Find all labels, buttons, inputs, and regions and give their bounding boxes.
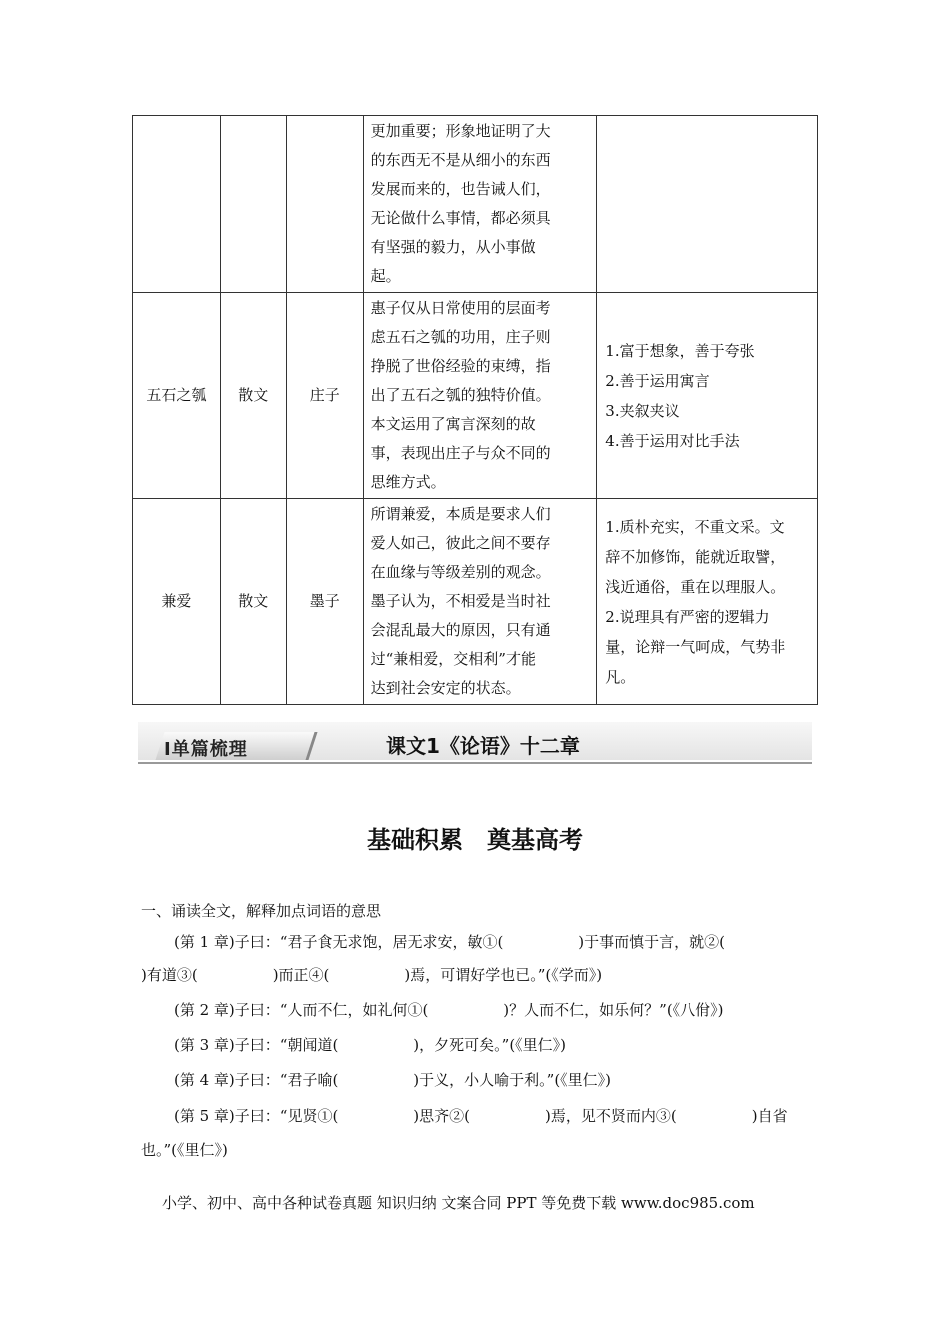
table-cell-author — [286, 116, 363, 293]
description-line: 虑五石之瓠的功用，庄子则 — [370, 328, 551, 346]
exercise-line: 也。”(《里仁》) — [141, 1141, 228, 1159]
table-cell-features — [597, 293, 818, 499]
table-cell-title: 五石之瓠 — [133, 293, 221, 499]
feature-line: 辞不加修饰，能就近取譬， — [605, 547, 786, 566]
table-cell-description — [363, 499, 597, 705]
description-line: 挣脱了世俗经验的束缚，指 — [370, 357, 551, 375]
section-banner — [138, 722, 812, 768]
description-line: 本文运用了寓言深刻的故 — [370, 415, 536, 433]
exercise-line: (第 2 章)子曰：“人而不仁，如礼何①( )？人而不仁，如乐何？”(《八佾》) — [174, 1001, 724, 1019]
description-line: 爱人如己，彼此之间不要存 — [370, 534, 551, 552]
description-line: 墨子认为，不相爱是当时社 — [370, 592, 551, 610]
feature-line: 2.说理具有严密的逻辑力 — [605, 607, 770, 626]
page-footer: 小学、初中、高中各种试卷真题 知识归纳 文案合同 PPT 等免费下载 www.doc985.com — [162, 1194, 755, 1212]
literature-summary-table — [132, 115, 818, 705]
feature-line: 2.善于运用寓言 — [605, 371, 710, 390]
table-cell-title — [133, 116, 221, 293]
section-heading: 基础积累 奠基高考 — [367, 826, 583, 854]
description-line: 过“兼相爱，交相利”才能 — [370, 650, 536, 668]
description-line: 更加重要；形象地证明了大 — [370, 122, 551, 140]
description-line: 所谓兼爱，本质是要求人们 — [370, 505, 551, 523]
table-cell-genre — [220, 116, 286, 293]
table-cell-author: 墨子 — [286, 499, 363, 705]
description-line: 思维方式。 — [370, 473, 446, 491]
feature-line: 浅近通俗，重在以理服人。 — [605, 577, 786, 596]
table-row — [133, 293, 818, 499]
lesson-title: 课文1《论语》十二章 — [386, 734, 580, 758]
exercise-line: (第 3 章)子曰：“朝闻道( )，夕死可矣。”(《里仁》) — [174, 1036, 567, 1054]
description-line: 的东西无不是从细小的东西 — [370, 151, 551, 169]
exercise-instruction: 一、诵读全文，解释加点词语的意思 — [141, 902, 382, 920]
table-cell-features — [597, 116, 818, 293]
description-line: 会混乱最大的原因，只有通 — [370, 621, 551, 639]
description-line: 起。 — [370, 267, 401, 285]
feature-line: 4.善于运用对比手法 — [605, 431, 740, 450]
table-cell-author: 庄子 — [286, 293, 363, 499]
feature-line: 量，论辩一气呵成，气势非 — [605, 637, 786, 656]
description-line: 无论做什么事情，都必须具 — [370, 209, 551, 227]
description-line: 惠子仅从日常使用的层面考 — [370, 299, 551, 317]
exercise-line: (第 1 章)子曰：“君子食无求饱，居无求安，敏①( )于事而慎于言，就②( — [174, 933, 726, 951]
feature-line: 凡。 — [605, 667, 636, 686]
description-line: 出了五石之瓠的独特价值。 — [370, 386, 551, 404]
description-line: 发展而来的，也告诫人们， — [370, 180, 551, 198]
exercise-line: (第 4 章)子曰：“君子喻( )于义，小人喻于利。”(《里仁》) — [174, 1071, 612, 1089]
table-cell-description — [363, 116, 597, 293]
banner-tag-label: Ⅰ单篇梳理 — [164, 739, 248, 760]
exercise-line: (第 5 章)子曰：“见贤①( )思齐②( )焉，见不贤而内③( )自省 — [174, 1107, 788, 1125]
table-row — [133, 499, 818, 705]
feature-line: 3.夹叙夹议 — [605, 401, 680, 420]
table-row — [133, 116, 818, 293]
table-cell-title: 兼爱 — [133, 499, 221, 705]
description-line: 在血缘与等级差别的观念。 — [370, 563, 551, 581]
table-cell-description — [363, 293, 597, 499]
feature-line: 1.富于想象，善于夸张 — [605, 341, 755, 360]
table-cell-genre: 散文 — [220, 499, 286, 705]
exercise-line: )有道③( )而正④( )焉，可谓好学也已。”(《学而》) — [141, 966, 603, 984]
banner-underline — [138, 762, 812, 764]
description-line: 事，表现出庄子与众不同的 — [370, 444, 551, 462]
table-cell-features — [597, 499, 818, 705]
description-line: 达到社会安定的状态。 — [370, 679, 521, 697]
description-line: 有坚强的毅力，从小事做 — [370, 238, 536, 256]
table-cell-genre: 散文 — [220, 293, 286, 499]
feature-line: 1.质朴充实，不重文采。文 — [605, 517, 785, 536]
